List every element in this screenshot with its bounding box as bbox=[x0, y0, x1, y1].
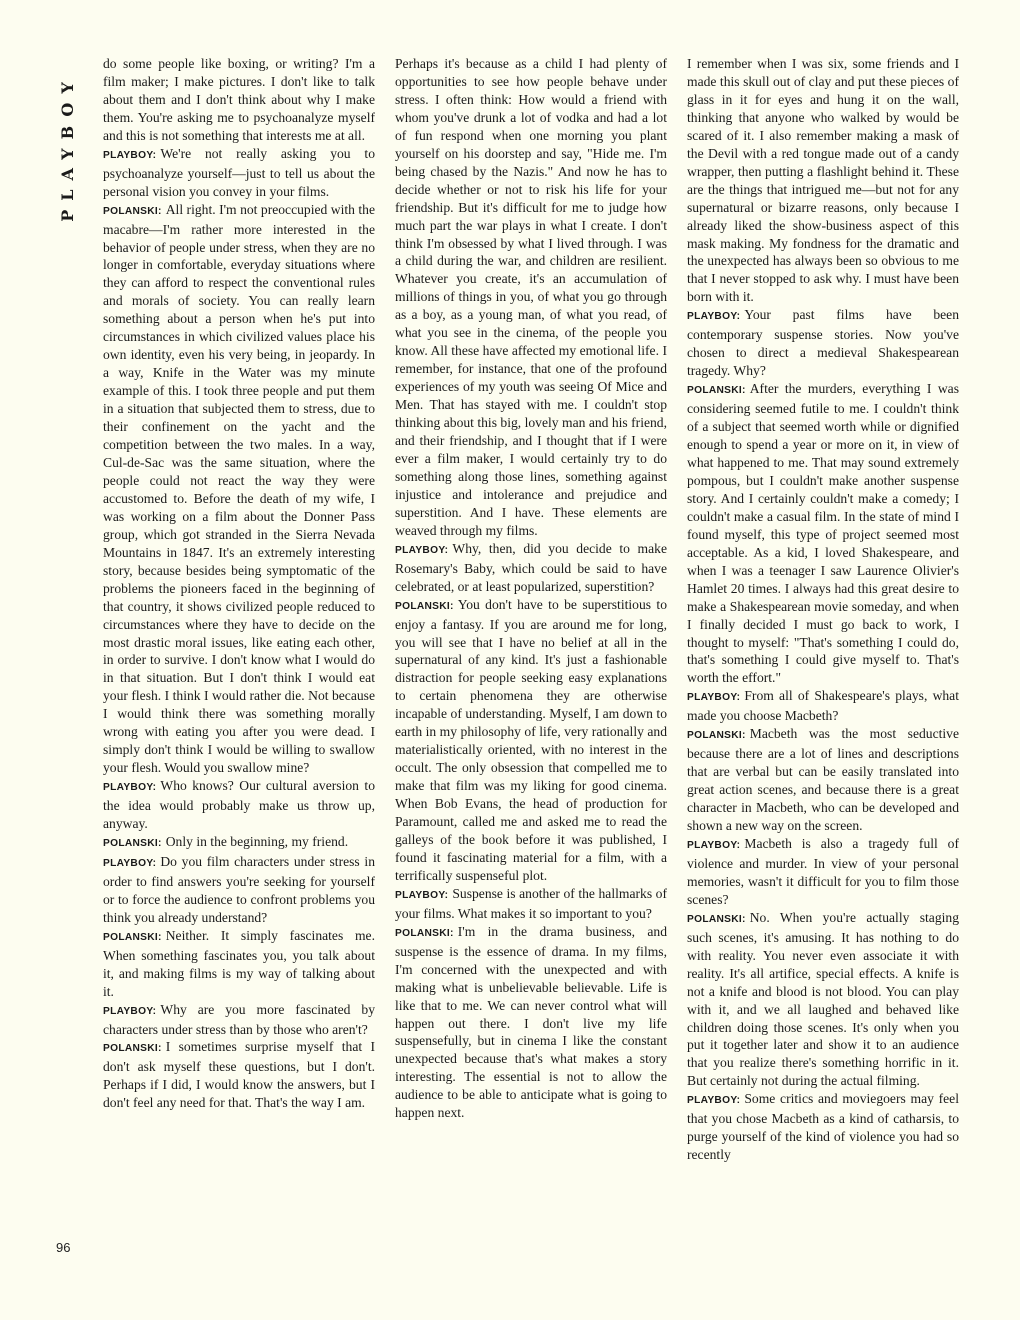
paragraph-text: After the murders, everything I was considering seemed futile to me. I couldn't think of a subject that seemed worth while or dignified enough to spend a year or more on it, in view of what happened to me. That may sound extremely pompous, but I couldn't make another suspense story. And I certainly couldn't make a comedy; I couldn't make a casual film. In the state of mind I found myself, this type of project seemed most acceptable. As a kid, I loved Shakespeare, and when I was a teenager I saw Laurence Olivier's Hamlet 20 times. I always had this great desire to make a Shakespearean movie someday, and when I finally decided I must go back to work, I thought to myself: "That's something I could do, that's something I could give myself to. That's worth the effort." bbox=[687, 381, 959, 686]
paragraph-text: I sometimes surprise myself that I don't ask myself these questions, but I don't. Perhaps if I did, I would know the answers, but I don't feel any need for that. That's the way I am. bbox=[103, 1039, 375, 1111]
text-column-3 bbox=[687, 55, 959, 1270]
text-column-2 bbox=[395, 55, 667, 1270]
speaker-polanski: POLANSKI: bbox=[395, 600, 454, 612]
paragraph-text: Only in the beginning, my friend. bbox=[165, 833, 349, 849]
paragraph-text: Some critics and moviegoers may feel that you chose Macbeth as a kind of catharsis, to purge yourself of the kind of violence you had so recently bbox=[687, 1091, 959, 1163]
speaker-polanski: POLANSKI: bbox=[103, 205, 162, 217]
masthead-text: PLAYBOY bbox=[57, 72, 77, 222]
masthead bbox=[52, 52, 82, 242]
interview-paragraph bbox=[687, 306, 959, 380]
speaker-polanski: POLANSKI: bbox=[687, 385, 746, 397]
speaker-playboy: PLAYBOY: bbox=[687, 311, 741, 323]
interview-paragraph bbox=[395, 540, 667, 596]
paragraph-text: Perhaps it's because as a child I had plenty of opportunities to see how people behave under stress. I often think: How would a friend with whom you've drunk a lot of vodka and had a lot of fun respond when one morning you plant yourself on his doorstep and say, "Hide me. I'm being chased by the Nazis." And now he has to decide whether or not to risk his life for your friendship. But it's difficult for me to judge how much part the war plays in what I create. I don't think I'm obsessed by what I lived through. I was a child during the war, and children are resilient. Whatever you create, it's an accumulation of millions of things in you, of what you go through as a boy, as a young man, of what you read, of what you see in the cinema, of the people you know. All these have affected my emotional life. I remember, for instance, that one of the profound experiences of my youth was seeing Of Mice and Men. That has stayed with me. I couldn't stop thinking about this big, lovely man and his friend, and their friendship, and I thought that if I were ever a film maker, I would certainly try to do something along those lines, something against injustice and intolerance and prejudice and superstition. And I have. These elements are weaved through my films. bbox=[395, 56, 667, 538]
paragraph-text: I'm in the drama business, and suspense is the essence of drama. In my films, I'm concerned with the unexpected and with making what is unbelievable believable. Life is like that to me. We can never control what will happen out there. I don't live my life suspensefully, but in cinema I like the constant unexpected because that's what makes a story interesting. The essential is not to allow the audience to be able to anticipate what is going to happen next. bbox=[395, 923, 667, 1121]
speaker-playboy: PLAYBOY: bbox=[103, 782, 157, 794]
continued-paragraph bbox=[395, 55, 667, 540]
paragraph-text: Who knows? Our cultural aversion to the idea would probably make us throw up, anyway. bbox=[103, 778, 375, 832]
paragraph-text: do some people like boxing, or writing? I'm a film maker; I make pictures. I don't like to talk about them and I don't think about why I make them. You're asking me to psychoanalyze myself and this is not something that interests me at all. bbox=[103, 56, 375, 143]
paragraph-text: Macbeth is also a tragedy full of violence and murder. In view of your personal memories, wasn't it difficult for you to film those scenes? bbox=[687, 835, 959, 907]
interview-paragraph bbox=[395, 885, 667, 923]
paragraph-text: Your past films have been contemporary suspense stories. Now you've chosen to direct a medieval Shakespearean tragedy. Why? bbox=[687, 307, 959, 379]
speaker-polanski: POLANSKI: bbox=[103, 837, 162, 849]
speaker-playboy: PLAYBOY: bbox=[103, 857, 157, 869]
speaker-playboy: PLAYBOY: bbox=[103, 149, 157, 161]
paragraph-text: Why are you more fascinated by characters under stress than by those who aren't? bbox=[103, 1001, 375, 1037]
interview-paragraph bbox=[687, 909, 959, 1091]
interview-paragraph bbox=[395, 923, 667, 1122]
interview-paragraph bbox=[687, 380, 959, 687]
interview-paragraph bbox=[103, 853, 375, 927]
interview-paragraph bbox=[103, 777, 375, 833]
paragraph-text: You don't have to be superstitious to enjoy a fantasy. If you are around me for long, you will see that I have no belief at all in the supernatural of any kind. It's just a fashionable distraction for people seeking easy explanations to certain phenomena they are otherwise incapable of understanding. Myself, I am down to earth in my philosophy of life, very rationally and materialistically oriented, with no interest in the occult. The only obsession that compelled me to make that film was my liking for good cinema. When Bob Evans, the head of production for Paramount, called me and asked me to read the galleys of the book before it was published, I found it fascinating material for a film, with a terrifically suspenseful plot. bbox=[395, 596, 667, 883]
interview-paragraph bbox=[395, 596, 667, 885]
speaker-playboy: PLAYBOY: bbox=[687, 692, 741, 704]
interview-paragraph bbox=[103, 1038, 375, 1112]
interview-paragraph bbox=[103, 1001, 375, 1039]
paragraph-text: Do you film characters under stress in order to find answers you're seeking for yourself or to force the audience to confront problems you think you already understand? bbox=[103, 853, 375, 925]
speaker-polanski: POLANSKI: bbox=[103, 931, 162, 943]
continued-paragraph bbox=[687, 55, 959, 306]
interview-paragraph bbox=[103, 927, 375, 1001]
text-column-1 bbox=[103, 55, 375, 1270]
speaker-polanski: POLANSKI: bbox=[103, 1043, 162, 1055]
paragraph-text: No. When you're actually staging such scenes, it's amusing. It has nothing to do with reality. You never even associate it with reality. It's all artifice, special effects. A knife is not a knife and blood is not blood. You can play with it, and we all laughed and behaved like children doing those scenes. It's only when you put it together later and show it to an audience that you realize there's something horrific in it. But certainly not during the actual filming. bbox=[687, 909, 959, 1089]
paragraph-text: All right. I'm not preoccupied with the macabre—I'm rather more interested in the behavior of people under stress, when they are no longer in comfortable, everyday situations where they can afford to respect the conventional rules and morals of society. You can really learn something about a person when he's put into circumstances in which civilized values place his own identity, even his very being, in jeopardy. In a way, Knife in the Water was my minute example of this. I took three people and put them in a situation that subjected them to stress, due to their confinement on the yacht and the competition between the two males. In a way, Cul-de-Sac was the same situation, where the people could not react the way they were accustomed to. Before the death of my wife, I was working on a film about the Donner Pass group, which got stranded in the Sierra Nevada Mountains in 1847. It's an extremely interesting story, because besides being symptomatic of the problems the pioneers faced in the beginning of that country, it shows civilized people reduced to circumstances where they have to decide on the most drastic moral issues, like eating each other, in order to survive. I don't know what I would do in that situation. But I don't think I would eat your flesh. I think I would rather die. Not because I would think there was something morally wrong with eating you after you were dead. I simply don't think I would be willing to swallow your flesh. Would you swallow mine? bbox=[103, 201, 375, 776]
paragraph-text: From all of Shakespeare's plays, what made you choose Macbeth? bbox=[687, 688, 959, 724]
paragraph-text: I remember when I was six, some friends and I made this skull out of clay and put these pieces of glass in it for eyes and hung it on the wall, thinking that anyone who walked by would be scared of it. I also remember making a mask of the Devil with a red tongue made out of a candy wrapper, then putting a flashlight behind it. These are the things that intrigued me—but not for any supernatural or bizarre reasons, only because I already liked the show-business aspect of this mask making. My fondness for the dramatic and the unexpected has always been so obvious to me that I never stopped to ask why. I must have been born with it. bbox=[687, 56, 959, 305]
interview-paragraph bbox=[687, 725, 959, 835]
paragraph-text: We're not really asking you to psychoanalyze yourself—just to tell us about the personal vision you convey in your films. bbox=[103, 145, 375, 199]
paragraph-text: Why, then, did you decide to make Rosemary's Baby, which could be said to have celebrated, or at least popularized, superstition? bbox=[395, 540, 667, 594]
paragraph-text: Suspense is another of the hallmarks of your films. What makes it so important to you? bbox=[395, 885, 667, 921]
interview-paragraph bbox=[103, 833, 375, 853]
interview-paragraph bbox=[103, 145, 375, 201]
interview-paragraph bbox=[103, 201, 375, 778]
paragraph-text: Macbeth was the most seductive because there are a lot of lines and descriptions that are verbal but can be easily translated into great action scenes, and because there is a great character in Macbeth, who can be developed and shown a new way on the screen. bbox=[687, 726, 959, 834]
speaker-polanski: POLANSKI: bbox=[395, 927, 454, 939]
speaker-playboy: PLAYBOY: bbox=[687, 839, 741, 851]
speaker-playboy: PLAYBOY: bbox=[395, 544, 449, 556]
paragraph-text: Neither. It simply fascinates me. When something fascinates you, you talk about it, and making films is my way of talking about it. bbox=[103, 927, 375, 999]
interview-paragraph bbox=[687, 835, 959, 909]
page-number: 96 bbox=[56, 1240, 71, 1255]
interview-paragraph bbox=[687, 1090, 959, 1164]
speaker-playboy: PLAYBOY: bbox=[103, 1005, 157, 1017]
continued-paragraph bbox=[103, 55, 375, 145]
speaker-polanski: POLANSKI: bbox=[687, 730, 746, 742]
speaker-polanski: POLANSKI: bbox=[687, 913, 746, 925]
speaker-playboy: PLAYBOY: bbox=[395, 889, 449, 901]
speaker-playboy: PLAYBOY: bbox=[687, 1095, 741, 1107]
interview-paragraph bbox=[687, 687, 959, 725]
